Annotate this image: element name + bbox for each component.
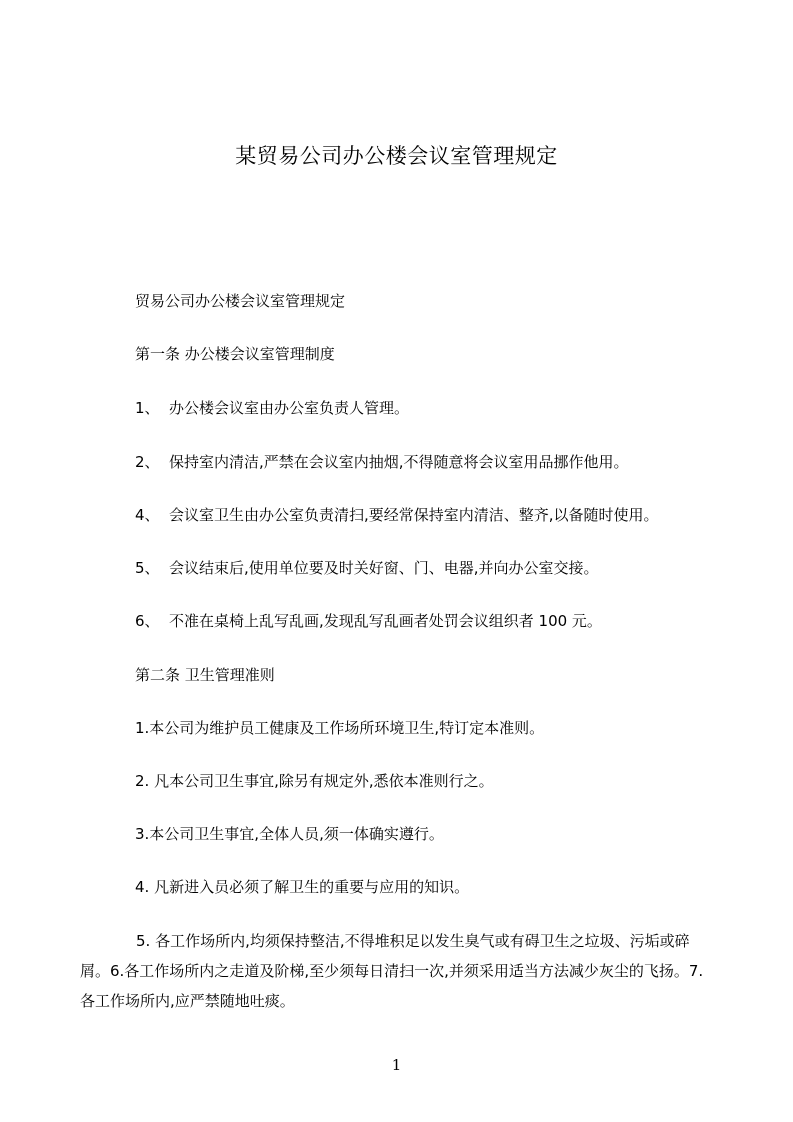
section-1-item [135, 610, 602, 632]
section-1-item [135, 451, 629, 473]
page-number: 1 [391, 1056, 402, 1074]
item-number: 6、 [135, 612, 160, 630]
section-1-item [135, 397, 409, 419]
item-text: 保持室内清洁,严禁在会议室内抽烟,不得随意将会议室用品挪作他用。 [169, 453, 629, 471]
document-subtitle: 贸易公司办公楼会议室管理规定 [135, 292, 346, 310]
item-text: 不准在桌椅上乱写乱画,发现乱写乱画者处罚会议组织者 100 元。 [169, 612, 602, 630]
document-title: 某贸易公司办公楼会议室管理规定 [235, 144, 558, 168]
item-number: 1、 [135, 399, 160, 417]
section-2-paragraph: 5. 各工作场所内,均须保持整洁,不得堆积足以发生臭气或有碍卫生之垃圾、污垢或碎屑。6.各工作场所内之走道及阶梯,至少须每日清扫一次,并须采用适当方法减少灰尘的飞扬。7.各工作场所内,应严禁随地吐痰。 [80, 932, 704, 1010]
item-number: 2、 [135, 453, 160, 471]
item-text: 会议结束后,使用单位要及时关好窗、门、电器,并向办公室交接。 [169, 559, 599, 577]
item-number: 5、 [135, 559, 160, 577]
item-number: 4、 [135, 506, 160, 524]
section-2-item: 2. 凡本公司卫生事宜,除另有规定外,悉依本准则行之。 [135, 772, 494, 790]
section-2-item: 1.本公司为维护员工健康及工作场所环境卫生,特订定本准则。 [135, 719, 545, 737]
section-1-item [135, 504, 659, 526]
item-text: 办公楼会议室由办公室负责人管理。 [169, 399, 410, 417]
section-2-heading: 第二条 卫生管理准则 [135, 666, 275, 684]
item-text: 会议室卫生由办公室负责清扫,要经常保持室内清洁、整齐,以备随时使用。 [169, 506, 659, 524]
section-2-item: 3.本公司卫生事宜,全体人员,须一体确实遵行。 [135, 825, 444, 843]
section-1-heading: 第一条 办公楼会议室管理制度 [135, 345, 335, 363]
section-1-item [135, 557, 599, 579]
section-2-item: 4. 凡新进入员必须了解卫生的重要与应用的知识。 [135, 878, 470, 896]
